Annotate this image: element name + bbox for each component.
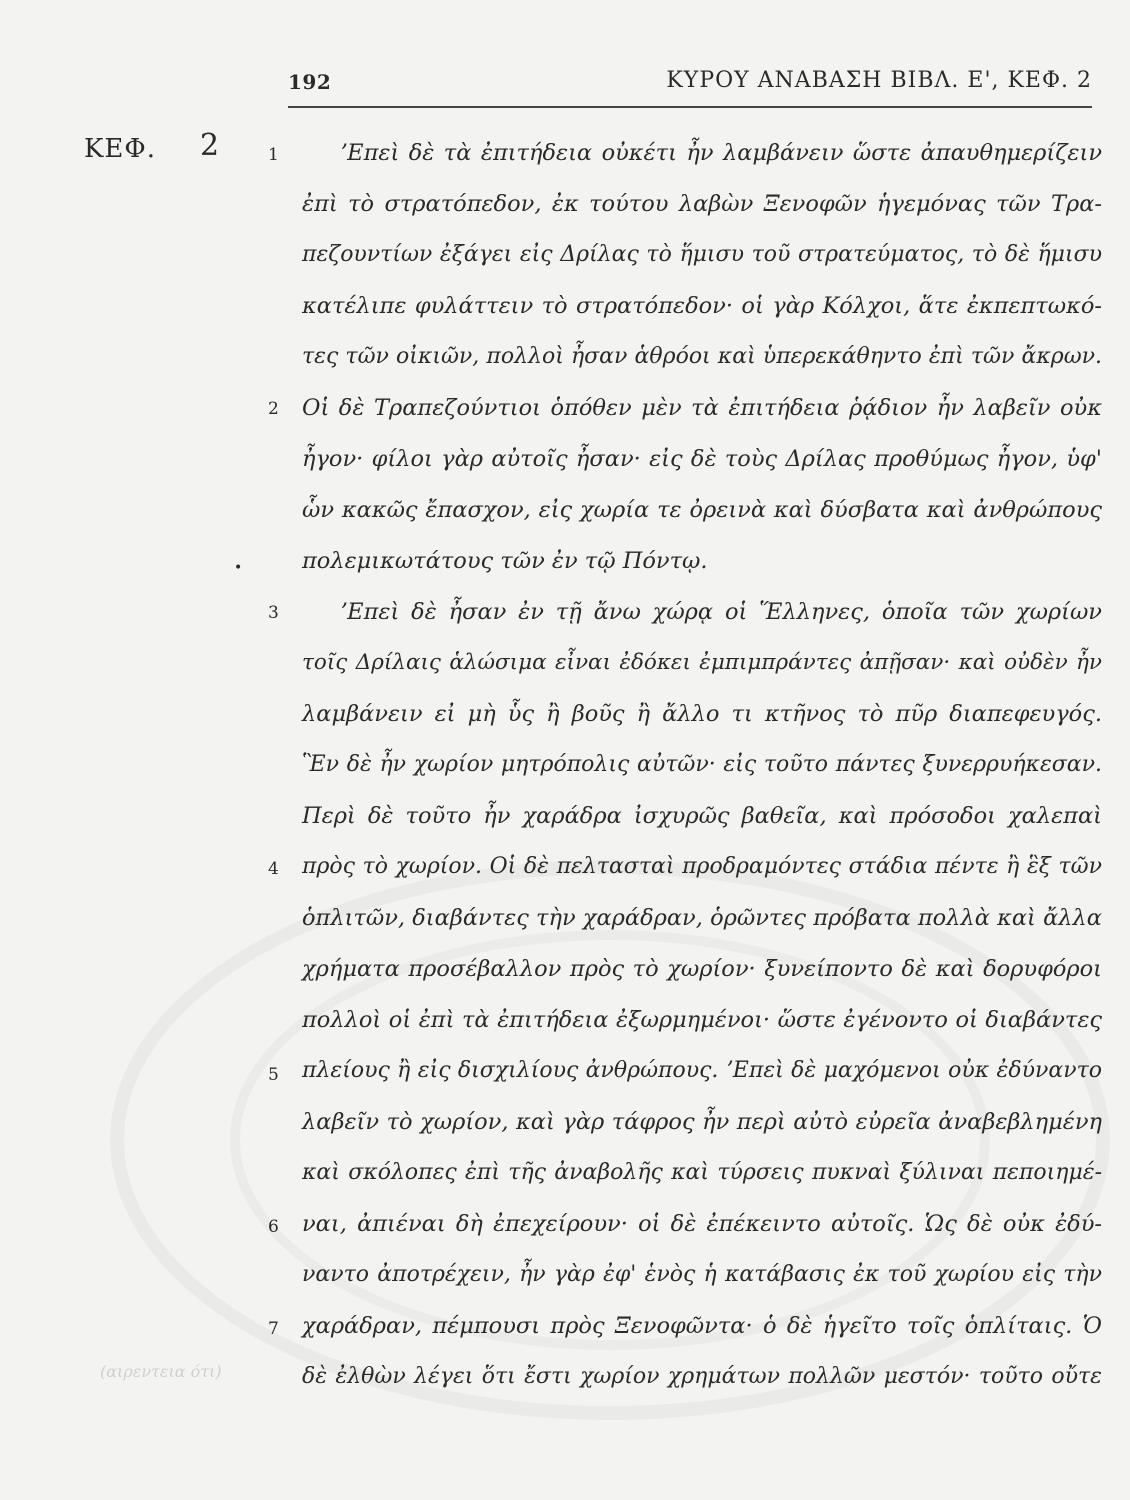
text-line: πλείους ἢ εἰς δισχιλίους ἀνθρώπους. ʼΕπεὶ δὲ μαχόμενοι οὐκ ἐδύναντο <box>302 1058 1102 1083</box>
faint-margin-note: (αιρεντεια ότι) <box>100 1362 222 1381</box>
running-head: ΚΥΡΟΥ ΑΝΑΒΑΣΗ ΒΙΒΛ. Ε', ΚΕΦ. 2 <box>666 68 1092 93</box>
text-line: καὶ σκόλοπες ἐπὶ τῆς ἀναβολῆς καὶ τύρσεις πυκναὶ ξύλιναι πεποιημέ- <box>302 1160 1102 1185</box>
text-line: Ἓν δὲ ἦν χωρίον μητρόπολις αὐτῶν· εἰς τοῦτο πάντες ξυνερρυήκεσαν. <box>302 752 1102 777</box>
text-line: λαβεῖν τὸ χωρίον, καὶ γὰρ τάφρος ἦν περὶ αὐτὸ εὐρεῖα ἀναβεβλημένη <box>302 1109 1102 1135</box>
text-line: χαράδραν, πέμπουσι πρὸς Ξενοφῶντα· ὁ δὲ ἡγεῖτο τοῖς ὁπλίταις. Ὁ <box>302 1313 1102 1339</box>
margin-bullet: • <box>234 560 243 576</box>
text-line: Περὶ δὲ τοῦτο ἦν χαράδρα ἰσχυρῶς βαθεῖα, καὶ πρόσοδοι χαλεπαὶ <box>302 803 1102 829</box>
section-number: 7 <box>268 1319 279 1339</box>
page-number: 192 <box>288 70 332 94</box>
text-line: λαμβάνειν εἰ μὴ ὗς ἢ βοῦς ἢ ἄλλο τι κτῆνος τὸ πῦρ διαπεφευγός. <box>302 701 1102 727</box>
text-line: ὁπλιτῶν, διαβάντες τὴν χαράδραν, ὁρῶντες πρόβατα πολλὰ καὶ ἄλλα <box>302 905 1102 931</box>
text-line: πολεμικωτάτους τῶν ἐν τῷ Πόντῳ. <box>302 548 708 574</box>
chapter-number: 2 <box>200 128 220 163</box>
section-number: 1 <box>268 145 279 165</box>
section-number: 2 <box>268 399 279 419</box>
text-line: πεζουντίων ἐξάγει εἰς Δρίλας τὸ ἥμισυ τοῦ στρατεύματος, τὸ δὲ ἥμισυ <box>302 242 1102 267</box>
text-line: ἐπὶ τὸ στρατόπεδον, ἐκ τούτου λαβὼν Ξενοφῶν ἡγεμόνας τῶν Τρα- <box>302 191 1102 217</box>
text-line: κατέλιπε φυλάττειν τὸ στρατόπεδον· οἱ γὰρ Κόλχοι, ἅτε ἐκπεπτωκό- <box>302 293 1102 319</box>
section-number: 6 <box>268 1217 279 1237</box>
text-line: ἦγον· φίλοι γὰρ αὐτοῖς ἦσαν· εἰς δὲ τοὺς Δρίλας προθύμως ἦγον, ὑφ' <box>302 446 1102 472</box>
section-number: 4 <box>268 859 279 879</box>
text-line: ναντο ἀποτρέχειν, ἦν γὰρ ἐφ' ἑνὸς ἡ κατάβασις ἐκ τοῦ χωρίου εἰς τὴν <box>302 1262 1102 1287</box>
text-line: ὧν κακῶς ἔπασχον, εἰς χωρία τε ὀρεινὰ καὶ δύσβατα καὶ ἀνθρώπους <box>302 497 1102 523</box>
text-line: δὲ ἐλθὼν λέγει ὅτι ἔστι χωρίον χρημάτων πολλῶν μεστόν· τοῦτο οὔτε <box>302 1364 1102 1389</box>
text-line: χρήματα προσέβαλλον πρὸς τὸ χωρίον· ξυνείποντο δὲ καὶ δορυφόροι <box>302 956 1102 982</box>
text-line: πρὸς τὸ χωρίον. Οἱ δὲ πελτασταὶ προδραμόντες στάδια πέντε ἢ ἓξ τῶν <box>302 854 1102 879</box>
page-header <box>288 66 1092 108</box>
text-line: πολλοὶ οἱ ἐπὶ τὰ ἐπιτήδεια ἐξωρμημένοι· ὥστε ἐγένοντο οἱ διαβάντες <box>302 1007 1102 1033</box>
chapter-label: ΚΕΦ. <box>84 134 156 164</box>
section-number: 3 <box>268 603 279 623</box>
text-line: Οἱ δὲ Τραπεζούντιοι ὁπόθεν μὲν τὰ ἐπιτήδεια ῥᾴδιον ἦν λαβεῖν οὐκ <box>302 395 1102 421</box>
text-line: ναι, ἀπιέναι δὴ ἐπεχείρουν· οἱ δὲ ἐπέκειντο αὐτοῖς. Ὡς δὲ οὐκ ἐδύ- <box>302 1211 1102 1237</box>
text-line: ʼΕπεὶ δὲ τὰ ἐπιτήδεια οὐκέτι ἦν λαμβάνειν ὥστε ἀπαυθημερίζειν <box>340 140 1102 166</box>
text-line: τοῖς Δρίλαις ἁλώσιμα εἶναι ἐδόκει ἐμπιμπράντες ἀπῇσαν· καὶ οὐδὲν ἦν <box>302 650 1102 675</box>
section-number: 5 <box>268 1065 279 1085</box>
text-line: τες τῶν οἰκιῶν, πολλοὶ ἦσαν ἁθρόοι καὶ ὑπερεκάθηντο ἐπὶ τῶν ἄκρων. <box>302 344 1102 369</box>
text-line: ʼΕπεὶ δὲ ἦσαν ἐν τῇ ἄνω χώρᾳ οἱ Ἕλληνες, ὁποῖα τῶν χωρίων <box>340 599 1102 625</box>
